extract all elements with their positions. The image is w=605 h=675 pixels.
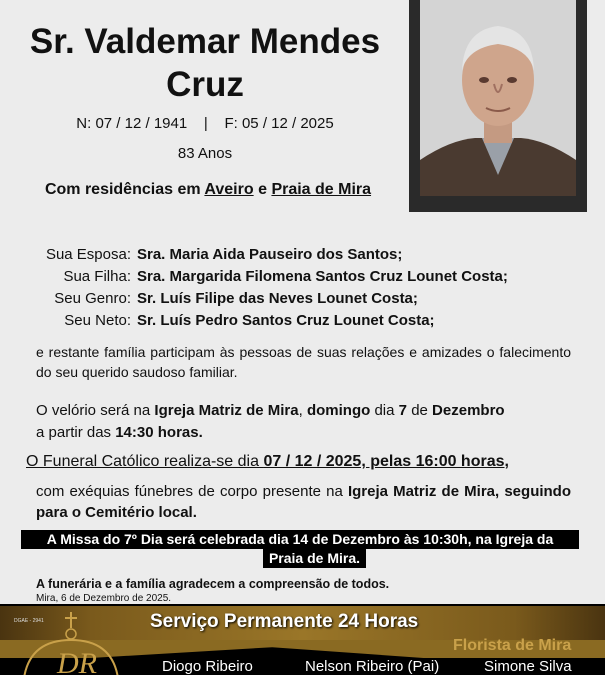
funeral-text: O Funeral Católico realiza-se dia [26,453,259,470]
death-label: F: [224,115,238,132]
exequies-text: com exéquias fúnebres de corpo presente na [36,483,343,500]
contact-name: Nelson Ribeiro (Pai) [305,658,440,675]
wake-paragraph [36,400,571,444]
date-separator: | [203,115,208,132]
dgae-code: DGAE - 2941 [14,618,44,624]
funeral-line [26,453,509,471]
family-row [0,288,605,310]
residence-place-praia: Praia de Mira [271,181,372,198]
exequies-paragraph [36,481,571,523]
florist-name: Florista de Mira [453,637,572,654]
birth-label: N: [76,115,92,132]
mass-line2: Praia de Mira. [263,549,366,568]
family-value: Sr. Luís Filipe das Neves Lounet Costa; [137,290,418,307]
family-label: Sua Filha: [63,268,131,285]
family-value: Sra. Maria Aida Pauseiro dos Santos; [137,246,403,263]
wake-month: Dezembro [432,402,505,419]
exequies-place: Igreja Matriz de Mira, [347,483,500,500]
service-title: Serviço Permanente 24 Horas [150,611,419,632]
family-label: Sua Esposa: [45,246,131,263]
wake-text: O velório será na [36,402,151,419]
wake-text: de [411,402,428,419]
funeral-date: 07 / 12 / 2025, pelas 16:00 horas, [263,453,509,470]
wake-date-day: 7 [398,402,408,419]
wake-place: Igreja Matriz de Mira [154,402,299,419]
family-label: Seu Genro: [54,290,131,307]
wake-day: domingo [306,402,371,419]
exequies-line2: seguindo para o Cemitério local. [36,483,572,521]
wake-text: a partir das [36,424,112,441]
wake-text: dia [374,402,395,419]
death-date: 05 / 12 / 2025 [241,115,334,132]
family-value: Sr. Luís Pedro Santos Cruz Lounet Costa; [137,312,435,329]
family-row [0,310,605,332]
family-row [0,266,605,288]
portrait-image [420,0,576,196]
residence-place-aveiro: Aveiro [204,181,254,198]
wake-text: , [298,402,303,419]
residence-line [0,181,416,199]
deceased-name-line1: Sr. Valdemar Mendes [29,22,381,61]
wake-text: . [198,424,203,441]
portrait-photo [420,0,576,196]
wake-time: 14:30 horas [115,424,199,441]
announcement: e restante família participam às pessoas de suas relações e amizades o falecimento do seu querido saudoso familiar. [36,344,571,380]
family-row [0,244,605,266]
logo-text: DR [57,647,97,675]
deceased-name-line2: Cruz [166,65,244,104]
contact-name: Diogo Ribeiro [162,658,253,675]
family-value: Sra. Margarida Filomena Santos Cruz Lounet Costa; [137,268,508,285]
dateline: Mira, 6 de Dezembro de 2025. [36,593,172,604]
life-dates [0,114,410,134]
birth-date: 07 / 12 / 1941 [95,115,188,132]
footer-banner [0,604,605,675]
residence-conj: e [258,181,267,198]
thanks-text: A funerária e a família agradecem a compreensão de todos. [36,577,390,591]
family-label: Seu Neto: [64,312,131,329]
contact-name: Simone Silva [484,658,572,675]
residence-prefix: Com residências em [44,181,201,198]
age: 83 Anos [177,145,233,162]
mass-line1: A Missa do 7º Dia será celebrada dia 14 de Dezembro às 10:30h, na Igreja da [21,530,579,549]
